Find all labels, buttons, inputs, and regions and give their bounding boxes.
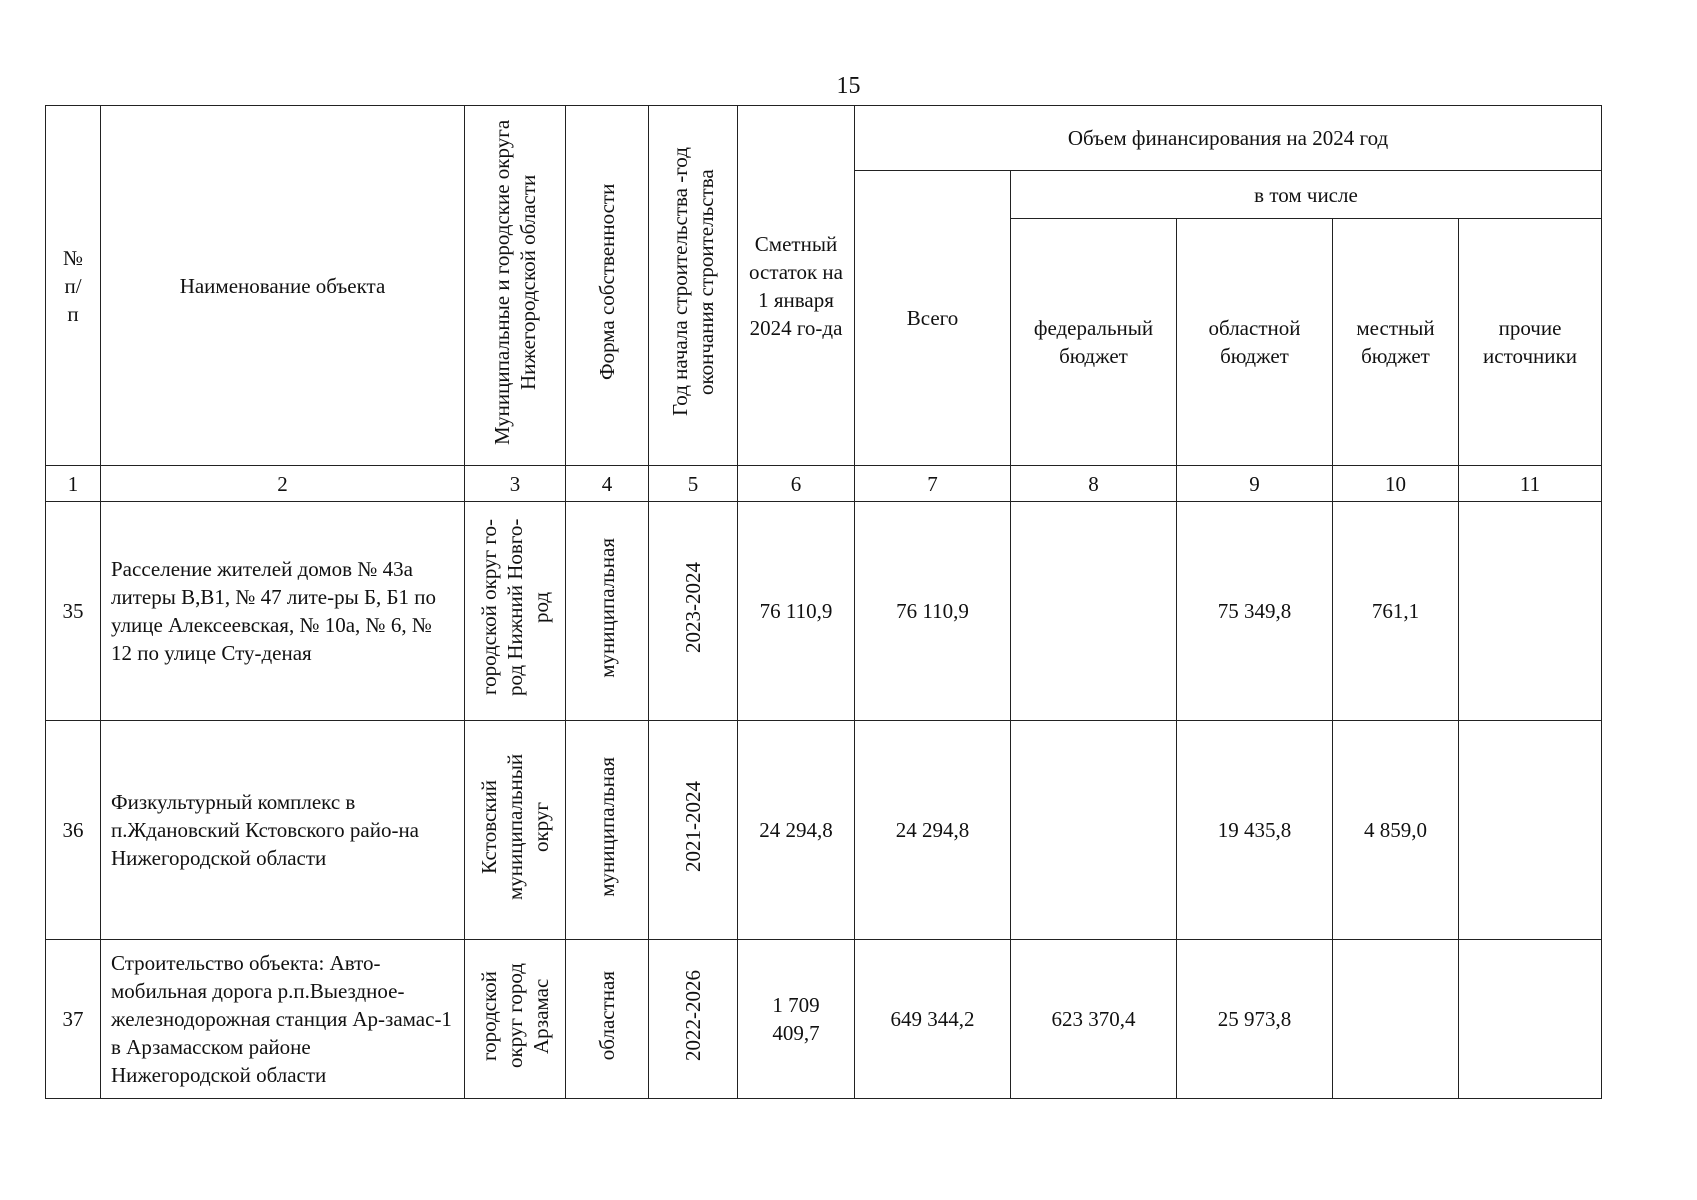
row-federal bbox=[1011, 502, 1177, 721]
row-years-label: 2023-2024 bbox=[681, 562, 705, 653]
row-ownership-label: областная bbox=[595, 970, 619, 1061]
row-ownership-label: муниципальная bbox=[595, 756, 619, 897]
header-num: № п/ п bbox=[46, 106, 101, 466]
row-municipal-label: городской округ го-род Нижний Новго-род bbox=[477, 518, 553, 697]
row-num: 35 bbox=[46, 502, 101, 721]
row-municipal bbox=[465, 721, 566, 940]
row-federal: 623 370,4 bbox=[1011, 940, 1177, 1099]
col-number: 1 bbox=[46, 466, 101, 502]
row-municipal-label: Кстовский муниципальный округ bbox=[477, 753, 553, 900]
col-number: 9 bbox=[1177, 466, 1333, 502]
header-regional: областной бюджет bbox=[1177, 219, 1333, 466]
header-total: Всего bbox=[855, 171, 1011, 466]
header-name: Наименование объекта bbox=[101, 106, 465, 466]
row-regional: 25 973,8 bbox=[1177, 940, 1333, 1099]
header-municipal-label: Муниципальные и городские округа Нижегородской области bbox=[490, 119, 540, 445]
row-other bbox=[1459, 502, 1602, 721]
row-municipal bbox=[465, 502, 566, 721]
row-name: Физкультурный комплекс в п.Ждановский Кстовского райо-на Нижегородской области bbox=[101, 721, 465, 940]
row-balance: 1 709 409,7 bbox=[738, 940, 855, 1099]
header-ownership bbox=[566, 106, 649, 466]
row-total: 649 344,2 bbox=[855, 940, 1011, 1099]
row-years bbox=[649, 940, 738, 1099]
row-municipal bbox=[465, 940, 566, 1099]
col-number: 11 bbox=[1459, 466, 1602, 502]
row-local: 4 859,0 bbox=[1333, 721, 1459, 940]
table-row bbox=[46, 721, 1602, 940]
row-ownership bbox=[566, 721, 649, 940]
row-federal bbox=[1011, 721, 1177, 940]
row-other bbox=[1459, 940, 1602, 1099]
col-number: 4 bbox=[566, 466, 649, 502]
row-years bbox=[649, 721, 738, 940]
row-num: 37 bbox=[46, 940, 101, 1099]
row-total: 24 294,8 bbox=[855, 721, 1011, 940]
header-financing: Объем финансирования на 2024 год bbox=[855, 106, 1602, 171]
row-local: 761,1 bbox=[1333, 502, 1459, 721]
header-other: прочие источники bbox=[1459, 219, 1602, 466]
header-years-label: Год начала строительства -год окончания строительства bbox=[668, 147, 718, 417]
col-number: 10 bbox=[1333, 466, 1459, 502]
header-ownership-label: Форма собственности bbox=[595, 183, 619, 381]
row-regional: 19 435,8 bbox=[1177, 721, 1333, 940]
row-ownership bbox=[566, 940, 649, 1099]
row-name: Расселение жителей домов № 43а литеры В,В1, № 47 лите-ры Б, Б1 по улице Алексеевская, № 10а, № 6, № 12 по улице Сту-деная bbox=[101, 502, 465, 721]
header-years bbox=[649, 106, 738, 466]
row-balance: 76 110,9 bbox=[738, 502, 855, 721]
row-municipal-label: городской округ город Арзамас bbox=[477, 963, 553, 1068]
row-years bbox=[649, 502, 738, 721]
row-years-label: 2021-2024 bbox=[681, 781, 705, 872]
row-years-label: 2022-2026 bbox=[681, 970, 705, 1061]
row-total: 76 110,9 bbox=[855, 502, 1011, 721]
row-regional: 75 349,8 bbox=[1177, 502, 1333, 721]
row-name: Строительство объекта: Авто-мобильная дорога р.п.Выездное-железнодорожная станция Ар-замас-1 в Арзамасском районе Нижегородской области bbox=[101, 940, 465, 1099]
header-local: местный бюджет bbox=[1333, 219, 1459, 466]
col-number: 7 bbox=[855, 466, 1011, 502]
table-row bbox=[46, 940, 1602, 1099]
table-row bbox=[46, 502, 1602, 721]
financing-table bbox=[45, 105, 1602, 1099]
header-municipal bbox=[465, 106, 566, 466]
col-number: 8 bbox=[1011, 466, 1177, 502]
row-local bbox=[1333, 940, 1459, 1099]
row-ownership bbox=[566, 502, 649, 721]
header-federal: федеральный бюджет bbox=[1011, 219, 1177, 466]
header-including: в том числе bbox=[1011, 171, 1602, 219]
page-number: 15 bbox=[836, 73, 861, 99]
row-other bbox=[1459, 721, 1602, 940]
row-balance: 24 294,8 bbox=[738, 721, 855, 940]
header-balance: Сметный остаток на 1 января 2024 го-да bbox=[738, 106, 855, 466]
row-num: 36 bbox=[46, 721, 101, 940]
col-number: 3 bbox=[465, 466, 566, 502]
col-number: 5 bbox=[649, 466, 738, 502]
row-ownership-label: муниципальная bbox=[595, 537, 619, 678]
col-number: 2 bbox=[101, 466, 465, 502]
col-number: 6 bbox=[738, 466, 855, 502]
